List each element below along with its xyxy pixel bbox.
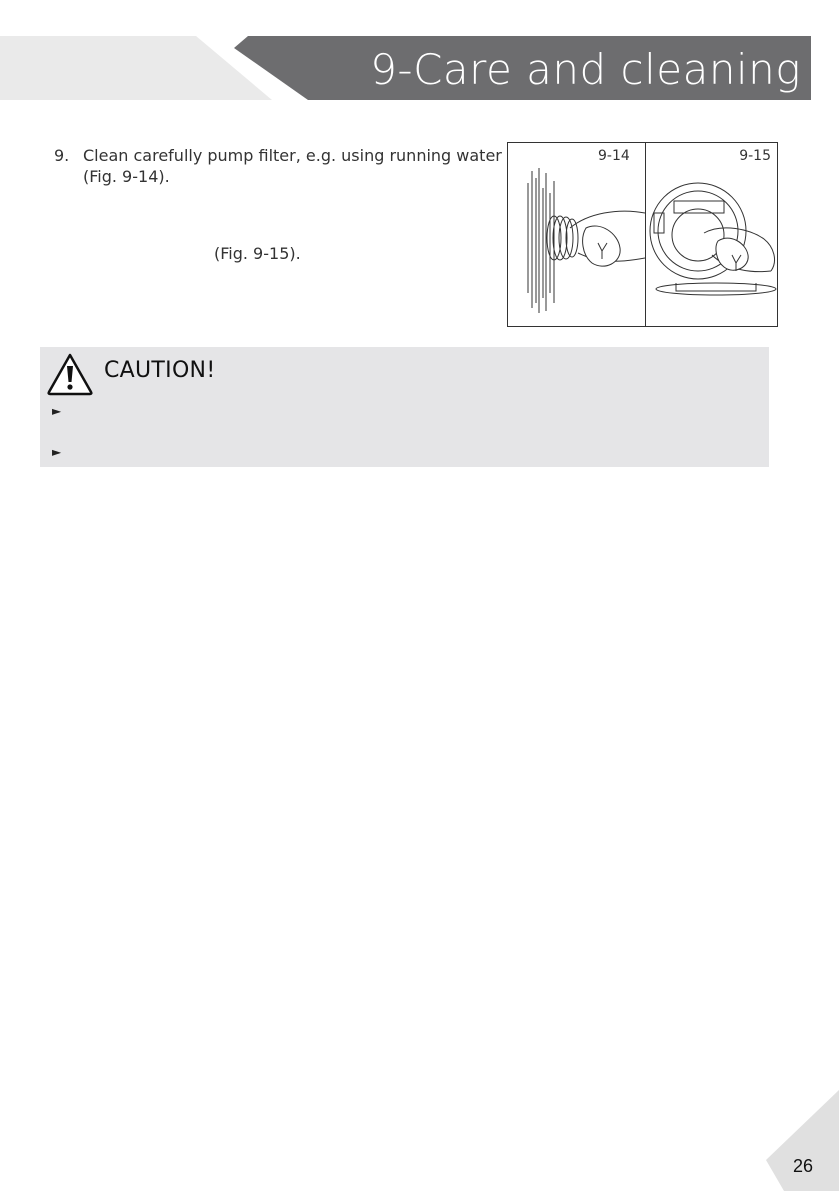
- caution-title: CAUTION!: [104, 358, 216, 383]
- caution-box: [40, 347, 769, 467]
- warning-triangle-icon: [46, 352, 94, 396]
- page-number: 26: [793, 1156, 814, 1176]
- step-number: 9.: [54, 146, 70, 165]
- figure-label-9-14: 9-14: [598, 148, 630, 164]
- page-title: 9-Care and cleaning: [370, 45, 801, 94]
- hand-inserting-pump-filter-icon: [646, 143, 779, 328]
- figure-panel: [507, 142, 778, 327]
- step-note: (Fig. 9-15).: [214, 244, 301, 263]
- hand-cleaning-filter-under-water-icon: [508, 143, 645, 328]
- step-text: Clean carefully pump filter, e.g. using running water (Fig. 9-14).: [83, 146, 502, 186]
- caution-bullet-1: ►: [52, 404, 62, 418]
- figure-label-9-15: 9-15: [739, 148, 771, 164]
- caution-bullet-2: ►: [52, 445, 62, 459]
